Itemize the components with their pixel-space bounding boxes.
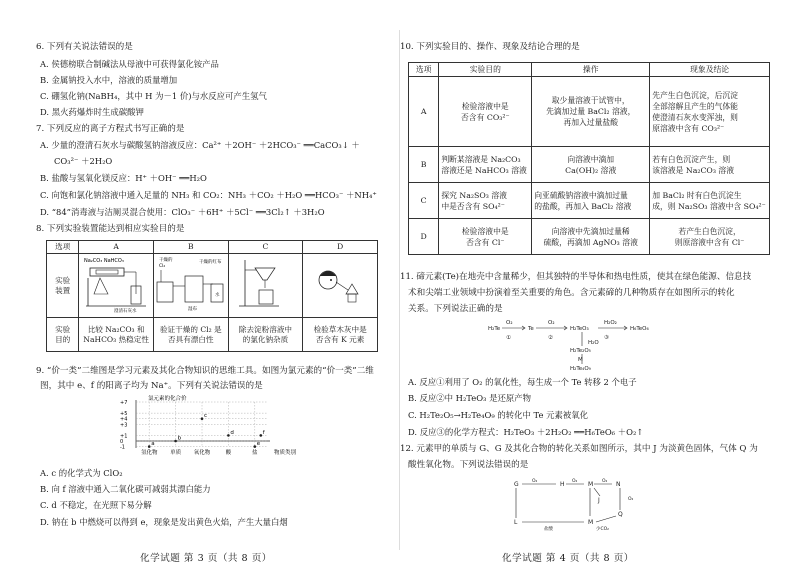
q8-purpose-label-line: 实验	[55, 324, 71, 334]
node-j: J	[598, 497, 600, 504]
q10-row-result	[650, 183, 770, 219]
q8-header-cell: D	[303, 241, 378, 254]
q7-option-d: D. “84”消毒液与洁厕灵混合使用：ClO₃⁻ ＋6H⁺ ＋5Cl⁻ ══3Cl₂↑ ＋3H₂O	[40, 207, 325, 217]
chart-point	[174, 440, 177, 443]
q10-row-key: C	[409, 183, 439, 219]
q8-purpose-a	[79, 318, 154, 352]
chart-y-tick-label: -1	[120, 444, 125, 451]
chart-y-axis-label: 氯元素的化合价	[148, 396, 187, 402]
q6-stem: 6. 下列有关说法错误的是	[36, 42, 133, 52]
tellurium-conversion-diagram	[486, 318, 686, 372]
cell-line: 否含有 CO₃²⁻	[460, 112, 510, 122]
cell-line: 若产生白色沉淀，	[678, 226, 741, 236]
cell-line: 则原溶液中含有 Cl⁻	[674, 237, 745, 247]
q10-row-purpose	[439, 77, 532, 147]
reagent-h2o: H₂O	[588, 340, 599, 346]
chart-x-tick-label: 单质	[170, 450, 182, 456]
q10-row-key: B	[409, 147, 439, 183]
species-h2te2o5: H₂Te₂O₅	[570, 348, 591, 354]
chart-y-tick-label: +7	[120, 400, 128, 406]
q9-stem-cont: 图，其中 e、f 的阳离子均为 Na⁺。下列有关说法错误的是	[40, 381, 263, 391]
cell-line: 再加入过量盐酸	[563, 118, 619, 127]
q10-row-key: D	[409, 219, 439, 255]
q8-purpose-line: 的氯化钠杂质	[242, 334, 289, 344]
q8-purpose-line: 比较 Na₂CO₃ 和	[87, 324, 145, 334]
cell-line: 判断某溶液是 Na₂CO₃	[441, 154, 521, 164]
cell-line: 成，则 Na₂SO₃ 溶液中含 SO₄²⁻	[652, 201, 766, 211]
reagent-h2o2: H₂O₂	[604, 320, 617, 326]
q8-device-row	[47, 254, 378, 318]
arrow-m-j	[594, 488, 600, 496]
reagent-o2-d: O₂	[628, 497, 634, 502]
q8-purpose-line: NaHCO₃ 热稳定性	[83, 334, 149, 344]
chart-x-axis-label: 物质类别	[274, 450, 297, 456]
q10-row-result	[650, 77, 770, 147]
q7-option-c: C. 向饱和氯化钠溶液中通入足量的 NH₃ 和 CO₂：NH₃ ＋CO₂ ＋H₂O ══HCO₃⁻ ＋NH₄⁺	[40, 190, 377, 200]
q8-device-a	[79, 254, 154, 318]
q10-row-result	[650, 147, 770, 183]
q12-stem-line: 酸性氧化物。下列说法错误的是	[408, 460, 529, 470]
q10-header-cell: 操作	[532, 63, 650, 77]
q10-row-a	[409, 77, 770, 147]
q8-device-d	[303, 254, 378, 318]
cell-line: 溶液还是 NaHCO₃ 溶液	[441, 165, 527, 175]
step-1: ①	[506, 335, 511, 341]
q8-purpose-c	[228, 318, 303, 352]
q8-purpose-d	[303, 318, 378, 352]
cell-line: 否含有 Cl⁻	[466, 237, 505, 247]
chart-y-tick-label: +1	[120, 433, 128, 440]
chart-y-tick-label: +5	[120, 411, 128, 418]
node-h: H	[560, 481, 565, 488]
apparatus-c-illustration	[229, 254, 301, 314]
q8-device-label	[47, 254, 79, 318]
q12-stem-line: 12. 元素甲的单质与 G、G 及其化合物的转化关系如图所示，其中 J 为淡黄色固体，气体 Q 为	[400, 444, 758, 454]
q10-row-result	[650, 219, 770, 255]
chart-y-tick-label: +4	[120, 416, 128, 423]
reagent-hcl: 盐酸	[544, 527, 553, 532]
chart-point	[260, 434, 263, 437]
q10-row-operation	[532, 77, 650, 147]
q8-device-c	[228, 254, 303, 318]
node-n: N	[616, 481, 621, 488]
cell-line: 检验溶液中是	[461, 226, 509, 236]
cell-line: 向溶液中滴加	[567, 154, 615, 164]
q8-device-b	[153, 254, 228, 318]
reagent-o2-2: O₂	[548, 320, 555, 326]
species-h2te4o9: H₂Te₄O₉	[570, 366, 591, 372]
cell-line: 向溶液中先滴加过量稀	[551, 226, 630, 236]
q9-stem: 9. “价一类”二维图是学习元素及其化合物知识的思维工具。如图为氯元素的“价一类”二维	[36, 366, 374, 376]
step-3: ③	[604, 335, 609, 341]
cell-line: 的盐酸，再加入 BaCl₂ 溶液	[534, 201, 632, 211]
chart-point	[254, 445, 257, 448]
apparatus-a-illustration	[80, 254, 152, 314]
q8-purpose-label-line: 目的	[55, 334, 71, 344]
q11-option-d: D. 反应③的化学方程式：H₂TeO₃ ＋2H₂O₂ ══H₆TeO₆ ＋O₂↑	[408, 427, 644, 437]
chart-point-label: e	[256, 441, 261, 448]
chart-y-tick-label: 0	[120, 439, 124, 445]
cell-line: 取少量溶液于试管中，	[551, 96, 630, 105]
q11-stem-line: 11. 碲元素(Te)在地壳中含量稀少，但其独特的半导体和热电性质，使其在绿色能源、信息技	[400, 272, 752, 282]
cell-line: 硫酸，再滴加 AgNO₃ 溶液	[543, 237, 638, 247]
page-footer-left: 化学试题 第 3 页（共 8 页）	[140, 553, 272, 564]
q9-option-a: A. c 的化学式为 ClO₂	[40, 468, 123, 478]
q11-stem-line: 术和尖端工业领域中扮演着至关重要的角色。含元素碲的几种物质存在如图所示的转化	[408, 288, 735, 298]
apparatus-b-cl2-label: Cl₂	[158, 264, 165, 269]
cell-line: 向亚硫酸钠溶液中滴加过量	[534, 190, 628, 200]
element-conversion-diagram	[510, 476, 650, 532]
chart-point-label: f	[262, 429, 265, 436]
q10-row-operation	[532, 183, 650, 219]
q8-table	[46, 240, 378, 352]
arrow-q-m	[596, 516, 616, 522]
chart-x-tick-label: 氧化物	[193, 450, 211, 456]
step-2: ②	[548, 335, 553, 341]
q8-stem: 8. 下列实验装置能达到相应实验目的是	[36, 224, 185, 234]
page-footer-right: 化学试题 第 4 页（共 8 页）	[502, 553, 634, 564]
q7-option-b: B. 盐酸与氢氧化镁反应：H⁺ ＋OH⁻ ══H₂O	[40, 173, 207, 183]
node-l: L	[514, 519, 518, 526]
chart-point-label: b	[177, 435, 182, 442]
q11-option-c: C. H₂Te₂O₅→H₂Te₄O₉ 的转化中 Te 元素被氧化	[408, 410, 588, 420]
q11-stem-line: 关系。下列说法正确的是	[408, 304, 503, 314]
q11-option-b: B. 反应②中 H₂TeO₃ 是还原产物	[408, 393, 531, 403]
cell-line: 全部溶解且产生的气体能	[652, 101, 738, 111]
apparatus-d-illustration	[304, 254, 376, 314]
apparatus-b-water-label: 水	[214, 293, 220, 298]
q10-row-b	[409, 147, 770, 183]
q7-option-a-cont: CO₃²⁻ ＋2H₂O	[54, 156, 113, 166]
apparatus-a-water-label: 澄清石灰水	[114, 309, 137, 314]
chart-x-tick-label: 酸	[225, 450, 232, 456]
reagent-o2-b: O₂	[572, 479, 578, 484]
apparatus-b-dry-label: 干燥的	[158, 258, 173, 263]
q6-option-d: D. 黑火药爆炸时生成碳酸钾	[40, 107, 144, 117]
q6-option-c: C. 硼氢化钠(NaBH₄，其中 H 为－1 价)与水反应可产生氢气	[40, 91, 267, 101]
cell-line: 探究 Na₂SO₃ 溶液	[441, 190, 507, 200]
q8-device-label-line: 实验	[55, 275, 71, 285]
q10-header-cell: 实验目的	[439, 63, 532, 77]
species-h2te: H₂Te	[488, 326, 501, 332]
reagent-o2-1: O₂	[506, 320, 513, 326]
node-m2: M	[588, 519, 594, 526]
q8-header-cell: C	[228, 241, 303, 254]
apparatus-b-cloth-label: 湿布	[187, 307, 197, 312]
cell-line: 原溶液中含有 CO₃²⁻	[652, 123, 725, 133]
q8-purpose-b	[153, 318, 228, 352]
q6-option-b: B. 金属钠投入水中，溶液的质量增加	[40, 75, 178, 85]
cell-line: 先产生白色沉淀，后沉淀	[652, 90, 738, 100]
apparatus-a-label: Na₂CO₃ NaHCO₃	[84, 258, 124, 264]
reagent-o2-c: O₂	[602, 479, 608, 484]
q8-header-cell: 选项	[47, 241, 79, 254]
cell-line: 加 BaCl₂ 时有白色沉淀生	[652, 190, 742, 200]
cell-line: 检验溶液中是	[461, 101, 509, 111]
chart-x-tick-label: 氢化物	[140, 450, 158, 456]
species-m: M	[578, 357, 583, 363]
node-q: Q	[618, 511, 623, 518]
q8-purpose-label	[47, 318, 79, 352]
valence-class-chart	[108, 392, 318, 462]
chart-point	[201, 417, 204, 420]
q10-table	[408, 62, 770, 255]
chart-point	[227, 434, 230, 437]
q10-header-row	[409, 63, 770, 77]
q8-purpose-line: 否具有漂白性	[168, 334, 214, 344]
q8-device-label-line: 装置	[55, 285, 71, 295]
cell-line: 该溶液是 Na₂CO₃ 溶液	[652, 165, 735, 175]
q10-row-d	[409, 219, 770, 255]
q10-header-cell: 选项	[409, 63, 439, 77]
species-h6teo6: H₆TeO₆	[630, 326, 649, 332]
cell-line: Ca(OH)₂ 溶液	[565, 165, 617, 175]
chart-point	[148, 445, 151, 448]
chart-point-label: c	[204, 413, 208, 420]
apparatus-b-illustration	[155, 254, 227, 314]
cell-line: 使澄清石灰水变浑浊，则	[652, 112, 738, 122]
q7-option-a: A. 少量的澄清石灰水与碳酸氢钠溶液反应：Ca²⁺ ＋2OH⁻ ＋2HCO₃⁻ ══CaCO₃↓ ＋	[40, 140, 360, 150]
q10-row-purpose	[439, 147, 532, 183]
species-h2teo3: H₂TeO₃	[570, 326, 589, 332]
q9-option-c: C. d 不稳定，在光照下易分解	[40, 500, 152, 510]
reagent-o2-a: O₂	[532, 479, 538, 484]
chart-point-label: d	[230, 429, 234, 436]
q8-purpose-line: 验证干燥的 Cl₂ 是	[159, 324, 222, 334]
right-page	[400, 0, 800, 579]
q8-header-cell: A	[79, 241, 154, 254]
chart-point-label: a	[151, 441, 155, 448]
species-te: Te	[528, 326, 534, 332]
q6-option-a: A. 侯德榜联合制碱法从母液中可获得氯化铵产品	[40, 59, 219, 69]
cell-line: 中是否含有 SO₄²⁻	[441, 201, 505, 211]
apparatus-b-paper-label: 干燥的红布	[198, 260, 222, 265]
left-page	[0, 0, 398, 579]
q10-row-c	[409, 183, 770, 219]
q8-purpose-line: 除去淀粉溶液中	[238, 324, 293, 334]
chart-x-tick-label: 盐	[252, 450, 258, 456]
q8-header-row	[47, 241, 378, 254]
q10-row-purpose	[439, 183, 532, 219]
node-m: M	[588, 481, 594, 488]
q9-option-b: B. 向 f 溶液中通入二氧化碳可减弱其漂白能力	[40, 484, 211, 494]
q8-purpose-line: 检验草木灰中是	[313, 324, 367, 334]
q8-purpose-row	[47, 318, 378, 352]
q8-purpose-line: 否含有 K 元素	[315, 334, 365, 344]
cell-line: 若有白色沉淀产生，则	[652, 154, 731, 164]
q10-header-cell: 现象及结论	[650, 63, 770, 77]
node-g: G	[514, 481, 519, 488]
q10-row-operation	[532, 147, 650, 183]
q10-row-key: A	[409, 77, 439, 147]
q10-row-purpose	[439, 219, 532, 255]
cell-line: 先滴加过量 BaCl₂ 溶液，	[546, 107, 636, 116]
q9-option-d: D. 钠在 b 中燃烧可以得到 e，现象是发出黄色火焰，产生大量白烟	[40, 517, 288, 527]
q11-option-a: A. 反应①利用了 O₂ 的氧化性，每生成一个 Te 转移 2 个电子	[408, 377, 637, 387]
q8-header-cell: B	[153, 241, 228, 254]
q10-row-operation	[532, 219, 650, 255]
q7-stem: 7. 下列反应的离子方程式书写正确的是	[36, 124, 185, 134]
reagent-co2: 少CO₂	[596, 527, 609, 532]
q10-stem: 10. 下列实验目的、操作、现象及结论合理的是	[400, 42, 580, 52]
chart-y-tick-label: +3	[120, 422, 128, 429]
